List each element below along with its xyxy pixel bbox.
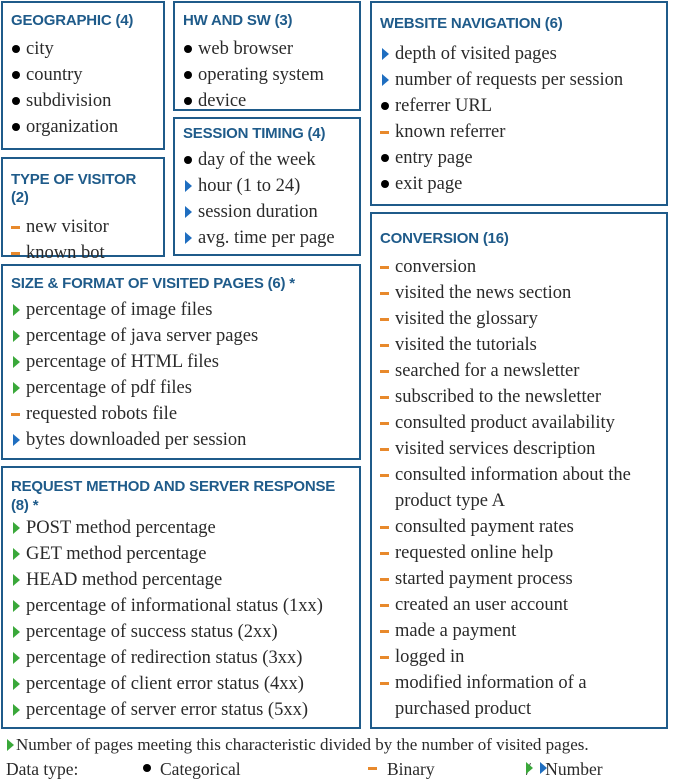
binary-dash-icon: [380, 332, 395, 358]
list-item-label: HEAD method percentage: [26, 570, 223, 590]
list-item-label: new visitor: [26, 217, 109, 237]
list-item: [183, 88, 359, 114]
list-item: [11, 36, 163, 62]
list-item-label: consulted payment rates: [395, 517, 574, 537]
list-item: [380, 540, 666, 566]
bullet-dot-icon: [11, 114, 26, 140]
binary-dash-icon: [11, 214, 26, 240]
list-item: [380, 670, 666, 722]
list-item-label: modified information of a purchased product: [395, 673, 587, 719]
ratio-triangle-icon: [11, 349, 26, 375]
legend-binary-label: Binary: [387, 759, 435, 779]
list-item-label: created an user account: [395, 595, 569, 615]
list-item-label: conversion: [395, 257, 477, 277]
list-item: [380, 280, 666, 306]
bullet-dot-icon: [11, 88, 26, 114]
list-item-label: city: [26, 39, 54, 59]
request-method-list: [3, 515, 359, 723]
bullet-dot-icon: [183, 62, 198, 88]
ratio-triangle-icon: [11, 671, 26, 697]
footnote: [6, 735, 589, 755]
ratio-marker-icon: [6, 735, 16, 755]
website-navigation-title: WEBSITE NAVIGATION (6): [380, 15, 563, 32]
hw-sw-box: [173, 1, 361, 111]
number-triangle-icon: [183, 173, 198, 199]
list-item: [380, 306, 666, 332]
list-item-label: subscribed to the newsletter: [395, 387, 602, 407]
list-item-label: consulted product availability: [395, 413, 615, 433]
list-item: [11, 697, 359, 723]
session-timing-box: [173, 117, 361, 256]
legend-categorical-label: Categorical: [160, 759, 241, 779]
bullet-dot-icon: [380, 171, 395, 197]
bullet-dot-icon: [11, 36, 26, 62]
list-item-label: exit page: [395, 174, 463, 194]
list-item: [380, 145, 666, 171]
list-item: [11, 62, 163, 88]
list-item: [380, 171, 666, 197]
list-item-label: day of the week: [198, 150, 316, 170]
hw-sw-list: [175, 36, 359, 114]
list-item: [11, 401, 359, 427]
geographic-title: GEOGRAPHIC (4): [11, 12, 134, 29]
bullet-dot-icon: [183, 147, 198, 173]
geographic-box: [1, 1, 165, 150]
request-method-box: [1, 466, 361, 729]
legend-number-label: Number: [545, 759, 603, 779]
list-item: [380, 332, 666, 358]
list-item-label: hour (1 to 24): [198, 176, 301, 196]
binary-dash-icon: [380, 254, 395, 280]
list-item-label: country: [26, 65, 83, 85]
list-item: [183, 147, 359, 173]
list-item-label: operating system: [198, 65, 324, 85]
type-of-visitor-list: [3, 214, 163, 266]
size-format-title: SIZE & FORMAT OF VISITED PAGES (6) *: [11, 275, 295, 292]
list-item: [380, 254, 666, 280]
list-item-label: percentage of server error status (5xx): [26, 700, 308, 720]
list-item: [11, 619, 359, 645]
list-item: [11, 214, 163, 240]
list-item-label: POST method percentage: [26, 518, 216, 538]
list-item: [11, 297, 359, 323]
list-item-label: requested online help: [395, 543, 554, 563]
session-timing-list: [175, 147, 359, 251]
ratio-triangle-icon: [525, 758, 535, 778]
size-format-list: [3, 297, 359, 453]
number-triangle-icon: [11, 427, 26, 453]
binary-dash-icon: [11, 240, 26, 266]
size-format-box: [1, 264, 361, 460]
list-item-label: percentage of client error status (4xx): [26, 674, 304, 694]
legend-binary: [368, 758, 435, 780]
legend-label: Data type:: [6, 759, 79, 779]
binary-dash-icon: [380, 514, 395, 540]
bullet-dot-icon: [380, 145, 395, 171]
list-item: [380, 384, 666, 410]
binary-dash-icon: [380, 592, 395, 618]
list-item: [380, 436, 666, 462]
binary-dash-icon: [380, 436, 395, 462]
ratio-triangle-icon: [11, 541, 26, 567]
list-item: [11, 88, 163, 114]
list-item: [380, 514, 666, 540]
conversion-box: [370, 212, 668, 729]
list-item-label: percentage of image files: [26, 300, 213, 320]
binary-dash-icon: [380, 670, 395, 696]
list-item: [380, 410, 666, 436]
binary-dash-icon: [380, 644, 395, 670]
list-item: [380, 592, 666, 618]
ratio-triangle-icon: [11, 297, 26, 323]
list-item: [183, 62, 359, 88]
list-item: [11, 375, 359, 401]
list-item-label: percentage of redirection status (3xx): [26, 648, 303, 668]
list-item: [380, 358, 666, 384]
list-item: [11, 593, 359, 619]
website-navigation-list: [372, 41, 666, 197]
session-timing-title: SESSION TIMING (4): [183, 125, 326, 142]
binary-dash-icon: [380, 410, 395, 436]
list-item: [11, 323, 359, 349]
list-item-label: known referrer: [395, 122, 506, 142]
list-item: [11, 240, 163, 266]
list-item-label: percentage of success status (2xx): [26, 622, 278, 642]
ratio-triangle-icon: [11, 567, 26, 593]
list-item-label: logged in: [395, 647, 465, 667]
binary-dash-icon: [380, 384, 395, 410]
conversion-title: CONVERSION (16): [380, 230, 509, 247]
categorical-dot-icon: [142, 758, 152, 778]
binary-dash-icon: [380, 280, 395, 306]
list-item: [380, 67, 666, 93]
geographic-list: [3, 36, 163, 140]
ratio-triangle-icon: [11, 323, 26, 349]
list-item-label: organization: [26, 117, 119, 137]
list-item-label: visited the glossary: [395, 309, 538, 329]
ratio-triangle-icon: [11, 375, 26, 401]
list-item: [380, 618, 666, 644]
ratio-triangle-icon: [11, 515, 26, 541]
legend-number: [525, 758, 603, 780]
list-item-label: GET method percentage: [26, 544, 207, 564]
ratio-triangle-icon: [11, 645, 26, 671]
number-triangle-icon: [380, 67, 395, 93]
list-item: [11, 671, 359, 697]
bullet-dot-icon: [11, 62, 26, 88]
legend-categorical: [142, 758, 241, 780]
list-item-label: referrer URL: [395, 96, 493, 116]
list-item-label: visited the tutorials: [395, 335, 537, 355]
list-item-label: entry page: [395, 148, 473, 168]
website-navigation-box: [370, 1, 668, 206]
list-item: [380, 566, 666, 592]
list-item-label: depth of visited pages: [395, 44, 557, 64]
list-item: [380, 119, 666, 145]
list-item-label: searched for a newsletter: [395, 361, 580, 381]
binary-dash-icon: [380, 618, 395, 644]
list-item-label: device: [198, 91, 247, 111]
list-item: [11, 114, 163, 140]
binary-dash-icon: [380, 462, 395, 488]
list-item: [11, 567, 359, 593]
conversion-list: [372, 254, 666, 722]
ratio-triangle-icon: [11, 593, 26, 619]
list-item-label: visited services description: [395, 439, 596, 459]
bullet-dot-icon: [380, 93, 395, 119]
binary-dash-icon: [11, 401, 26, 427]
footnote-text: Number of pages meeting this characteristic divided by the number of visited pages.: [16, 735, 589, 754]
type-of-visitor-box: [1, 157, 165, 263]
list-item-label: subdivision: [26, 91, 112, 111]
list-item: [11, 645, 359, 671]
list-item: [380, 462, 666, 514]
list-item: [11, 427, 359, 453]
binary-dash-icon: [380, 358, 395, 384]
number-triangle-icon: [539, 758, 549, 778]
list-item-label: visited the news section: [395, 283, 572, 303]
list-item: [11, 515, 359, 541]
binary-dash-icon: [380, 540, 395, 566]
list-item-label: avg. time per page: [198, 228, 335, 248]
type-of-visitor-title: TYPE OF VISITOR (2): [11, 171, 137, 206]
list-item: [183, 173, 359, 199]
list-item-label: session duration: [198, 202, 318, 222]
list-item: [380, 41, 666, 67]
list-item: [11, 541, 359, 567]
list-item-label: percentage of informational status (1xx): [26, 596, 323, 616]
bullet-dot-icon: [183, 36, 198, 62]
list-item-label: percentage of java server pages: [26, 326, 259, 346]
binary-dash-icon: [368, 758, 378, 778]
binary-dash-icon: [380, 566, 395, 592]
list-item: [183, 225, 359, 251]
list-item-label: consulted information about the product type A: [395, 465, 631, 511]
number-triangle-icon: [183, 225, 198, 251]
list-item-label: percentage of HTML files: [26, 352, 219, 372]
legend-slash: /: [526, 759, 531, 779]
list-item: [380, 93, 666, 119]
list-item: [183, 36, 359, 62]
list-item-label: requested robots file: [26, 404, 178, 424]
ratio-triangle-icon: [11, 697, 26, 723]
list-item-label: made a payment: [395, 621, 517, 641]
binary-dash-icon: [380, 306, 395, 332]
ratio-triangle-icon: [11, 619, 26, 645]
binary-dash-icon: [380, 119, 395, 145]
list-item-label: number of requests per session: [395, 70, 624, 90]
hw-sw-title: HW AND SW (3): [183, 12, 293, 29]
bullet-dot-icon: [183, 88, 198, 114]
list-item: [183, 199, 359, 225]
list-item-label: web browser: [198, 39, 294, 59]
list-item: [380, 644, 666, 670]
request-method-title: REQUEST METHOD AND SERVER RESPONSE (8) *: [11, 478, 336, 514]
list-item-label: started payment process: [395, 569, 573, 589]
list-item-label: bytes downloaded per session: [26, 430, 247, 450]
list-item-label: known bot: [26, 243, 105, 263]
list-item: [11, 349, 359, 375]
data-type-legend: [6, 758, 681, 780]
number-triangle-icon: [380, 41, 395, 67]
number-triangle-icon: [183, 199, 198, 225]
list-item-label: percentage of pdf files: [26, 378, 192, 398]
